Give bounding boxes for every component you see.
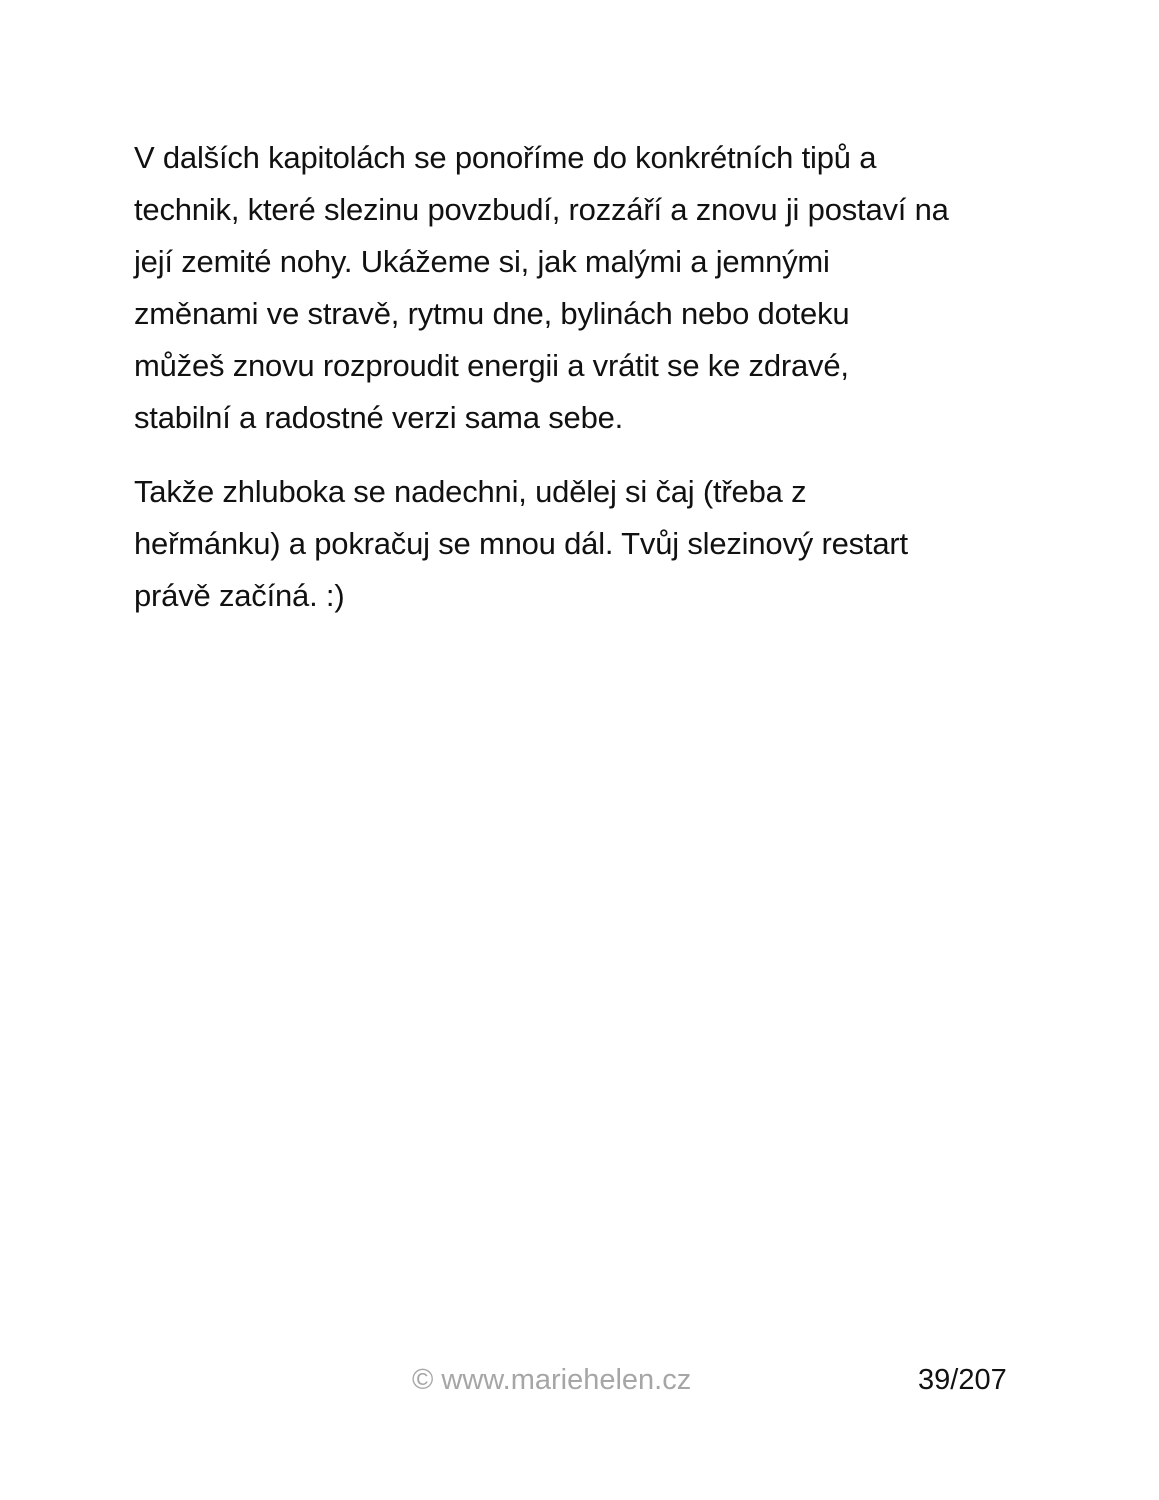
text-line: stabilní a radostné verzi sama sebe.: [134, 400, 624, 435]
paragraph-1: [134, 132, 1034, 444]
body-text: [134, 132, 1034, 622]
text-line: změnami ve stravě, rytmu dne, bylinách nebo doteku: [134, 296, 850, 331]
page-footer: [0, 1358, 1159, 1402]
text-line: její zemité nohy. Ukážeme si, jak malými a jemnými: [134, 244, 830, 279]
text-line: můžeš znovu rozproudit energii a vrátit se ke zdravé,: [134, 348, 849, 383]
text-line: právě začíná. :): [134, 578, 345, 613]
copyright-website: © www.mariehelen.cz: [412, 1364, 692, 1396]
text-line: heřmánku) a pokračuj se mnou dál. Tvůj slezinový restart: [134, 526, 908, 561]
paragraph-2: [134, 466, 1034, 622]
text-line: Takže zhluboka se nadechni, udělej si čaj (třeba z: [134, 474, 807, 509]
page-number: 39/207: [918, 1364, 1007, 1396]
text-line: V dalších kapitolách se ponoříme do konkrétních tipů a: [134, 140, 877, 175]
text-line: technik, které slezinu povzbudí, rozzáří a znovu ji postaví na: [134, 192, 949, 227]
